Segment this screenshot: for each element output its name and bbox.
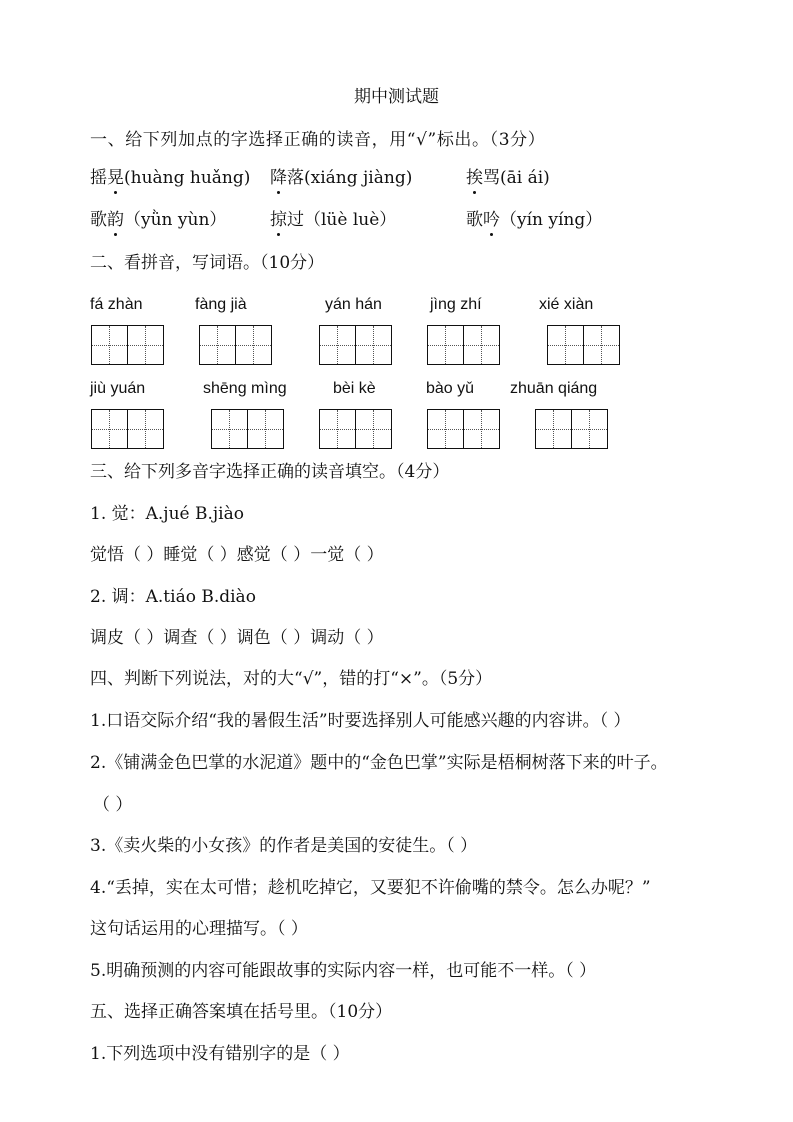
s1-item: 歌韵（yǜn yùn） (90, 210, 227, 230)
writing-grid[interactable] (91, 325, 164, 365)
pinyin-label: bèi kè (333, 380, 376, 397)
pinyin-label: shēng mìng (203, 380, 287, 397)
s1-item: 歌吟（yín yíng） (466, 210, 603, 230)
pinyin-label: fá zhàn (90, 296, 143, 313)
s1-item: 摇晃(huàng huǎng) (90, 168, 251, 188)
writing-grid[interactable] (319, 409, 392, 449)
pinyin-label: jìng zhí (430, 296, 482, 313)
page-title: 期中测试题 (354, 87, 439, 107)
section-3-heading: 三、给下列多音字选择正确的读音填空。（4分） (90, 462, 450, 482)
writing-grid[interactable] (319, 325, 392, 365)
writing-grid[interactable] (427, 325, 500, 365)
s4-statement: 3.《卖火柴的小女孩》的作者是美国的安徒生。（ ） (90, 836, 478, 856)
writing-grid[interactable] (547, 325, 620, 365)
s4-answer-blank[interactable]: （ ） (93, 795, 133, 815)
s1-item: 挨骂(āi ái) (466, 168, 550, 188)
pinyin-label: zhuān qiáng (510, 380, 598, 397)
s5-question-1: 1.下列选项中没有错别字的是（ ） (90, 1044, 350, 1064)
writing-grid[interactable] (199, 325, 272, 365)
s1-item: 掠过（lüè luè） (270, 210, 397, 230)
s4-statement: 4.“丢掉，实在太可惜；趁机吃掉它，又要犯不许偷嘴的禁令。怎么办呢？” (90, 878, 651, 898)
section-4-heading: 四、判断下列说法，对的大“√”，错的打“×”。（5分） (90, 669, 493, 689)
section-1-heading: 一、给下列加点的字选择正确的读音，用“√”标出。（3分） (90, 130, 546, 150)
s4-statement: 这句话运用的心理描写。（ ） (90, 919, 308, 939)
writing-grid[interactable] (427, 409, 500, 449)
pinyin-label: yán hán (325, 296, 382, 313)
s3-question-1-blanks[interactable]: 觉悟（ ）睡觉（ ）感觉（ ）一觉（ ） (90, 545, 384, 565)
writing-grid[interactable] (535, 409, 608, 449)
s4-statement: 5.明确预测的内容可能跟故事的实际内容一样，也可能不一样。（ ） (90, 961, 597, 981)
writing-grid[interactable] (211, 409, 284, 449)
pinyin-label: fàng jià (195, 296, 247, 313)
pinyin-label: bào yǔ (426, 380, 475, 397)
section-2-heading: 二、看拼音，写词语。（10分） (90, 253, 325, 273)
s3-question-2-blanks[interactable]: 调皮（ ）调查（ ）调色（ ）调动（ ） (90, 628, 384, 648)
s3-question-1: 1. 觉：A.jué B.jiào (90, 504, 244, 524)
writing-grid[interactable] (91, 409, 164, 449)
pinyin-label: jiù yuán (90, 380, 146, 397)
s4-statement: 2.《铺满金色巴掌的水泥道》题中的“金色巴掌”实际是梧桐树落下来的叶子。 (90, 753, 668, 773)
s3-question-2: 2. 调：A.tiáo B.diào (90, 587, 256, 607)
s4-statement: 1.口语交际介绍“我的暑假生活”时要选择别人可能感兴趣的内容讲。（ ） (90, 711, 631, 731)
pinyin-label: xié xiàn (539, 296, 594, 313)
section-5-heading: 五、选择正确答案填在括号里。（10分） (90, 1002, 393, 1022)
s1-item: 降落(xiáng jiàng) (270, 168, 413, 188)
